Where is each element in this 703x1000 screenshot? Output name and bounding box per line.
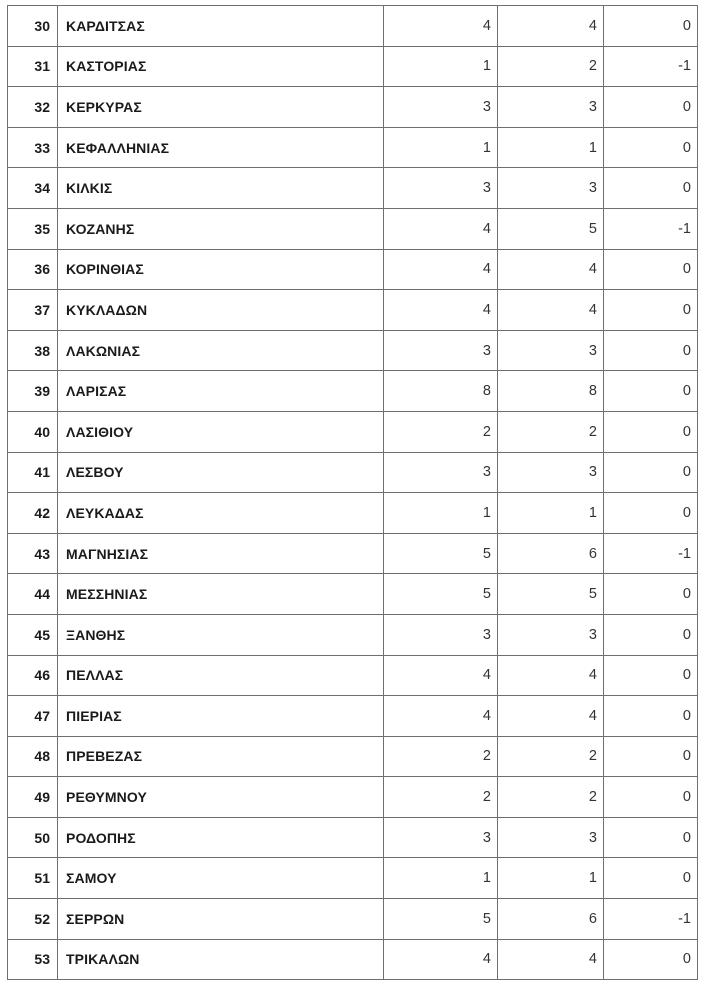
table-row — [8, 858, 698, 899]
row-number-cell: 34 — [8, 168, 58, 209]
difference-cell: -1 — [604, 46, 698, 87]
prefecture-name-cell: ΚΕΡΚΥΡΑΣ — [58, 87, 384, 128]
row-number-cell: 52 — [8, 899, 58, 940]
value-column-2-cell: 4 — [498, 696, 604, 737]
prefecture-name-cell: ΣΑΜΟΥ — [58, 858, 384, 899]
table-row — [8, 696, 698, 737]
value-column-2-cell: 3 — [498, 330, 604, 371]
value-column-1-cell: 4 — [384, 208, 498, 249]
row-number-cell: 44 — [8, 574, 58, 615]
value-column-1-cell: 4 — [384, 655, 498, 696]
value-column-1-cell: 2 — [384, 777, 498, 818]
prefecture-table — [7, 5, 698, 980]
prefecture-name-cell: ΞΑΝΘΗΣ — [58, 614, 384, 655]
value-column-2-cell: 3 — [498, 87, 604, 128]
table-row — [8, 899, 698, 940]
value-column-1-cell: 8 — [384, 371, 498, 412]
row-number-cell: 50 — [8, 817, 58, 858]
table-row — [8, 655, 698, 696]
prefecture-name-cell: ΣΕΡΡΩΝ — [58, 899, 384, 940]
value-column-2-cell: 1 — [498, 127, 604, 168]
prefecture-name-cell: ΚΕΦΑΛΛΗΝΙΑΣ — [58, 127, 384, 168]
value-column-2-cell: 3 — [498, 168, 604, 209]
difference-cell: 0 — [604, 168, 698, 209]
table-row — [8, 736, 698, 777]
row-number-cell: 48 — [8, 736, 58, 777]
prefecture-name-cell: ΠΙΕΡΙΑΣ — [58, 696, 384, 737]
value-column-2-cell: 1 — [498, 858, 604, 899]
difference-cell: 0 — [604, 249, 698, 290]
value-column-2-cell: 4 — [498, 249, 604, 290]
difference-cell: -1 — [604, 533, 698, 574]
row-number-cell: 30 — [8, 6, 58, 47]
value-column-1-cell: 3 — [384, 614, 498, 655]
prefecture-name-cell: ΠΡΕΒΕΖΑΣ — [58, 736, 384, 777]
table-row — [8, 493, 698, 534]
value-column-2-cell: 1 — [498, 493, 604, 534]
value-column-2-cell: 3 — [498, 817, 604, 858]
prefecture-name-cell: ΜΕΣΣΗΝΙΑΣ — [58, 574, 384, 615]
value-column-2-cell: 6 — [498, 899, 604, 940]
prefecture-name-cell: ΛΕΣΒΟΥ — [58, 452, 384, 493]
value-column-1-cell: 4 — [384, 249, 498, 290]
table-row — [8, 46, 698, 87]
prefecture-name-cell: ΛΑΡΙΣΑΣ — [58, 371, 384, 412]
value-column-2-cell: 6 — [498, 533, 604, 574]
table-row — [8, 87, 698, 128]
table-row — [8, 168, 698, 209]
value-column-2-cell: 2 — [498, 46, 604, 87]
value-column-2-cell: 2 — [498, 411, 604, 452]
value-column-1-cell: 1 — [384, 46, 498, 87]
value-column-2-cell: 4 — [498, 655, 604, 696]
row-number-cell: 37 — [8, 290, 58, 331]
row-number-cell: 49 — [8, 777, 58, 818]
row-number-cell: 31 — [8, 46, 58, 87]
row-number-cell: 39 — [8, 371, 58, 412]
table-row — [8, 411, 698, 452]
value-column-1-cell: 5 — [384, 533, 498, 574]
prefecture-name-cell: ΚΟΡΙΝΘΙΑΣ — [58, 249, 384, 290]
value-column-1-cell: 4 — [384, 696, 498, 737]
value-column-2-cell: 2 — [498, 777, 604, 818]
value-column-1-cell: 1 — [384, 858, 498, 899]
difference-cell: 0 — [604, 614, 698, 655]
difference-cell: 0 — [604, 696, 698, 737]
difference-cell: 0 — [604, 777, 698, 818]
difference-cell: 0 — [604, 6, 698, 47]
prefecture-name-cell: ΛΕΥΚΑΔΑΣ — [58, 493, 384, 534]
value-column-1-cell: 3 — [384, 452, 498, 493]
difference-cell: 0 — [604, 858, 698, 899]
prefecture-name-cell: ΡΟΔΟΠΗΣ — [58, 817, 384, 858]
value-column-1-cell: 5 — [384, 899, 498, 940]
prefecture-name-cell: ΚΑΡΔΙΤΣΑΣ — [58, 6, 384, 47]
value-column-2-cell: 8 — [498, 371, 604, 412]
prefecture-name-cell: ΠΕΛΛΑΣ — [58, 655, 384, 696]
value-column-1-cell: 3 — [384, 330, 498, 371]
difference-cell: 0 — [604, 371, 698, 412]
value-column-2-cell: 5 — [498, 574, 604, 615]
row-number-cell: 40 — [8, 411, 58, 452]
difference-cell: -1 — [604, 899, 698, 940]
prefecture-name-cell: ΚΙΛΚΙΣ — [58, 168, 384, 209]
value-column-1-cell: 4 — [384, 6, 498, 47]
difference-cell: 0 — [604, 939, 698, 980]
prefecture-name-cell: ΜΑΓΝΗΣΙΑΣ — [58, 533, 384, 574]
value-column-1-cell: 5 — [384, 574, 498, 615]
table-row — [8, 330, 698, 371]
value-column-2-cell: 3 — [498, 452, 604, 493]
value-column-1-cell: 3 — [384, 817, 498, 858]
prefecture-name-cell: ΤΡΙΚΑΛΩΝ — [58, 939, 384, 980]
value-column-2-cell: 5 — [498, 208, 604, 249]
difference-cell: 0 — [604, 493, 698, 534]
table-row — [8, 6, 698, 47]
row-number-cell: 38 — [8, 330, 58, 371]
difference-cell: 0 — [604, 574, 698, 615]
row-number-cell: 47 — [8, 696, 58, 737]
difference-cell: -1 — [604, 208, 698, 249]
prefecture-name-cell: ΚΑΣΤΟΡΙΑΣ — [58, 46, 384, 87]
prefecture-name-cell: ΛΑΣΙΘΙΟΥ — [58, 411, 384, 452]
table-row — [8, 939, 698, 980]
difference-cell: 0 — [604, 736, 698, 777]
table-body — [8, 6, 698, 980]
value-column-2-cell: 4 — [498, 939, 604, 980]
row-number-cell: 45 — [8, 614, 58, 655]
row-number-cell: 35 — [8, 208, 58, 249]
difference-cell: 0 — [604, 411, 698, 452]
prefecture-name-cell: ΚΥΚΛΑΔΩΝ — [58, 290, 384, 331]
row-number-cell: 43 — [8, 533, 58, 574]
prefecture-name-cell: ΡΕΘΥΜΝΟΥ — [58, 777, 384, 818]
table-row — [8, 290, 698, 331]
table-row — [8, 533, 698, 574]
table-row — [8, 817, 698, 858]
table-row — [8, 574, 698, 615]
table-row — [8, 371, 698, 412]
value-column-1-cell: 4 — [384, 290, 498, 331]
table-row — [8, 777, 698, 818]
difference-cell: 0 — [604, 87, 698, 128]
difference-cell: 0 — [604, 290, 698, 331]
value-column-1-cell: 4 — [384, 939, 498, 980]
prefecture-name-cell: ΚΟΖΑΝΗΣ — [58, 208, 384, 249]
row-number-cell: 51 — [8, 858, 58, 899]
difference-cell: 0 — [604, 655, 698, 696]
value-column-2-cell: 2 — [498, 736, 604, 777]
value-column-2-cell: 4 — [498, 6, 604, 47]
row-number-cell: 42 — [8, 493, 58, 534]
value-column-1-cell: 1 — [384, 127, 498, 168]
row-number-cell: 46 — [8, 655, 58, 696]
table-row — [8, 614, 698, 655]
row-number-cell: 36 — [8, 249, 58, 290]
value-column-2-cell: 4 — [498, 290, 604, 331]
table-row — [8, 208, 698, 249]
value-column-1-cell: 2 — [384, 411, 498, 452]
value-column-1-cell: 1 — [384, 493, 498, 534]
value-column-1-cell: 3 — [384, 87, 498, 128]
value-column-1-cell: 2 — [384, 736, 498, 777]
difference-cell: 0 — [604, 330, 698, 371]
row-number-cell: 32 — [8, 87, 58, 128]
prefecture-name-cell: ΛΑΚΩΝΙΑΣ — [58, 330, 384, 371]
table-row — [8, 127, 698, 168]
difference-cell: 0 — [604, 817, 698, 858]
row-number-cell: 33 — [8, 127, 58, 168]
difference-cell: 0 — [604, 127, 698, 168]
row-number-cell: 41 — [8, 452, 58, 493]
row-number-cell: 53 — [8, 939, 58, 980]
table-row — [8, 452, 698, 493]
value-column-2-cell: 3 — [498, 614, 604, 655]
difference-cell: 0 — [604, 452, 698, 493]
value-column-1-cell: 3 — [384, 168, 498, 209]
table-row — [8, 249, 698, 290]
